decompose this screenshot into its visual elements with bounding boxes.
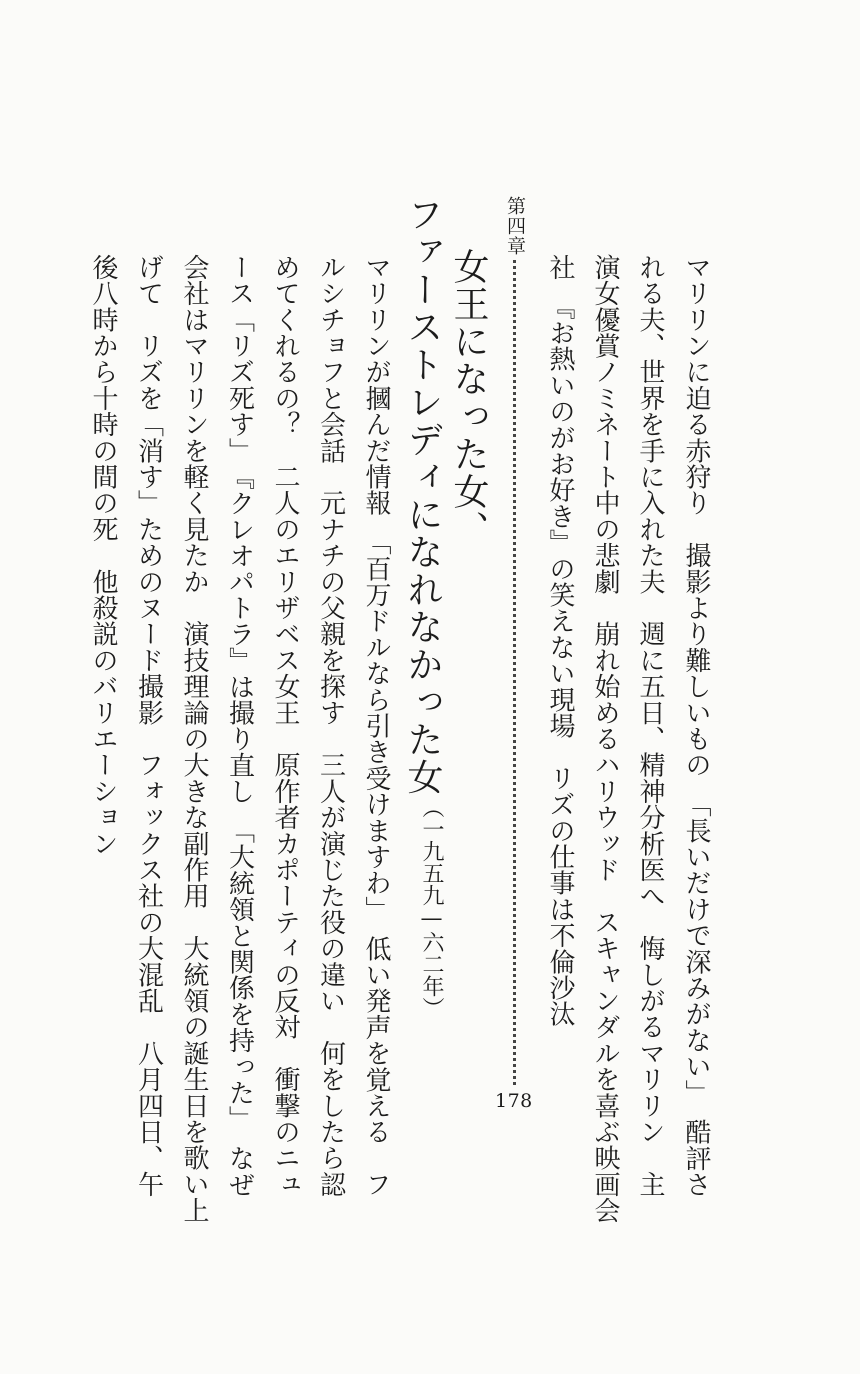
chapter-label: 第四章 xyxy=(504,196,526,256)
toc-line: れる夫、世界を手に入れた夫 週に五日、精神分析医へ 悔しがるマリリン 主 xyxy=(635,254,665,1198)
toc-line: 会社はマリリンを軽く見たか 演技理論の大きな副作用 大統領の誕生日を歌い上 xyxy=(179,254,209,1224)
toc-line: 社 『お熱いのがお好き』の笑えない現場 リズの仕事は不倫沙汰 xyxy=(545,254,575,1027)
toc-line: げて リズを「消す」ためのヌード撮影 フォックス社の大混乱 八月四日、午 xyxy=(133,254,164,1198)
chapter-title-line-2 xyxy=(404,196,442,1019)
toc-line: マリリンに迫る赤狩り 撮影より難しいもの 「長いだけで深みがない」 酷評さ xyxy=(681,254,711,1198)
chapter-title-line-1: 女王になった女、 xyxy=(448,248,489,548)
toc-line: ルシチョフと会話 元ナチの父親を探す 三人が演じた役の違い 何をしたら認 xyxy=(315,254,346,1198)
dotted-leader xyxy=(513,260,516,1085)
toc-line: 後八時から十時の間の死 他殺説のバリエーション xyxy=(88,254,118,857)
toc-line: めてくれるの？ 二人のエリザベス女王 原作者カポーティの反対 衝撃のニュ xyxy=(270,254,300,1198)
toc-line: マリリンが摑んだ情報 「百万ドルなら引き受けますわ」 低い発声を覚える フ xyxy=(361,254,391,1198)
toc-line: 演女優賞ノミネート中の悲劇 崩れ始めるハリウッド スキャンダルを喜ぶ映画会 xyxy=(590,254,620,1224)
page-number: 178 xyxy=(495,1090,533,1112)
chapter-title-text: ファーストレディになれなかった女 xyxy=(402,196,443,796)
toc-line: ース「リズ死す」 『クレオパトラ』は撮り直し 「大統領と関係を持った」 なぜ xyxy=(224,254,255,1198)
chapter-years: （一九五九—六二年） xyxy=(419,796,444,1019)
